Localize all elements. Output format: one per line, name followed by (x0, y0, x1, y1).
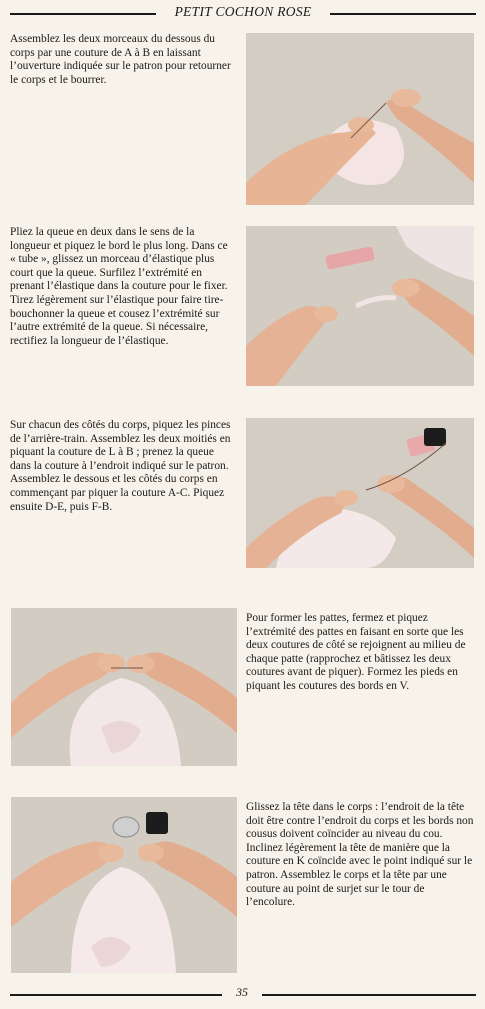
step-1-text: Assemblez les deux morceaux du dessous du corps par une couture de A à B en laissant l’ouverture indiquée sur le patron pour retourner le corps et le bourrer. (10, 33, 231, 86)
step-4-text: Pour former les pattes, fermez et piquez l’extrémité des pattes en faisant en sorte que les deux coutures de côté se rejoignent au milieu de chaque patte (rapprochez et bâtissez les deux coutures avant de piquer). Formez les pieds en piquant les coutures des bords en V. (246, 612, 466, 692)
page-title: PETIT COCHON ROSE (174, 4, 312, 19)
footer-rule-left (10, 994, 222, 996)
header-rule-left (10, 13, 156, 15)
step-5-photo (11, 797, 237, 973)
step-1-photo (246, 33, 474, 205)
step-5-text: Glissez la tête dans le corps : l’endroit de la tête doit être contre l’endroit du corps et les bords non cousus doivent coïncider au niveau du cou. Inclinez légèrement la tête de manière que la couture en K coïncide avec le point indiqué sur le patron. Assemblez le corps et la tête par une couture au point de surjet sur le tour de l’encolure. (246, 801, 474, 909)
page-footer (0, 985, 485, 1003)
step-4-photo (11, 608, 237, 766)
step-3-text: Sur chacun des côtés du corps, piquez les pinces de l’arrière-train. Assemblez les deux moitiés en piquant la couture de L à B ; prenez la queue dans la couture à l’endroit indiqué sur le patron. Assemblez le dessous et les côtés du corps en commençant par piquer la couture A-C. Piquez ensuite D-E, puis F-B. (10, 419, 231, 513)
page-header (0, 4, 485, 22)
header-rule-right (330, 13, 476, 15)
page-number: 35 (236, 985, 248, 999)
step-3-photo (246, 418, 474, 568)
footer-rule-right (262, 994, 476, 996)
step-2-photo (246, 226, 474, 386)
step-2-text: Pliez la queue en deux dans le sens de la longueur et piquez le bord le plus long. Dans ce « tube », glissez un morceau d’élastique plus court que la queue. Surfilez l’extrémité en prenant l’élastique dans la couture pour le fixer. Tirez légèrement sur l’élastique pour faire tire-bouchonner la queue et cousez l’extrémité sur l’autre extrémité de la queue. Si nécessaire, rectifiez la longueur de l’élastique. (10, 226, 228, 347)
